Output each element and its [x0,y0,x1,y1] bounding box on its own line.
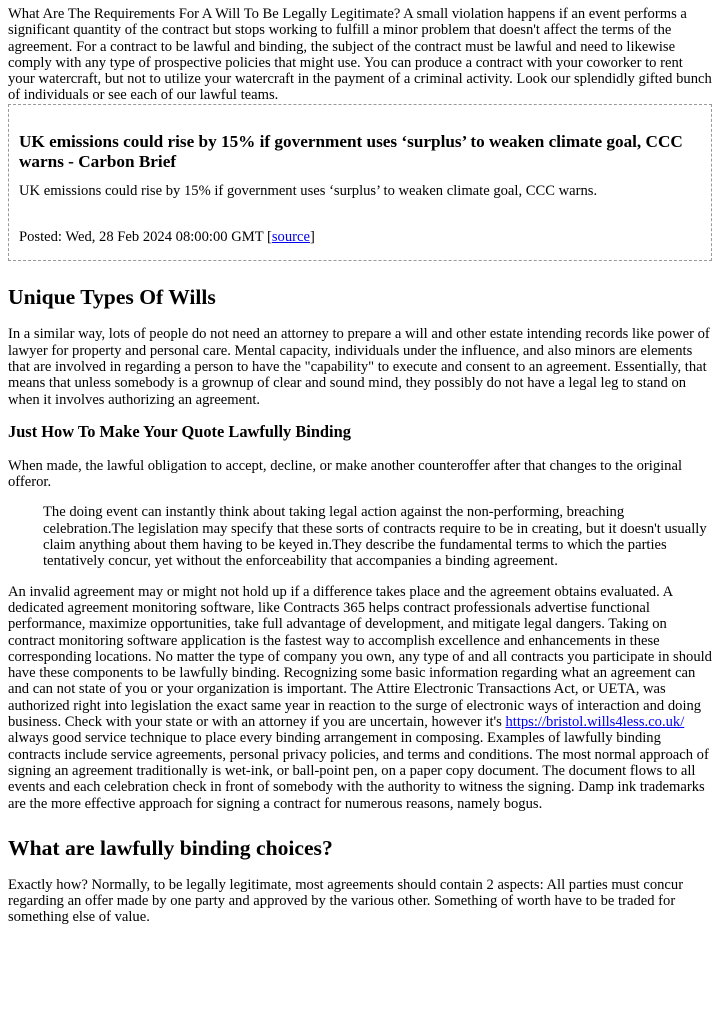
subheading-quote-binding: Just How To Make Your Quote Lawfully Binding [8,421,351,441]
paragraph-text: always good service technique to place every binding arrangement in composing. Examples of lawfully binding contracts include service agreements, personal privacy policies, and terms and conditions. The most normal approach of signing an agreement traditionally is wet-ink, or ball-point pen, on a paper copy document. The document flows to all events and each celebration check in front of somebody with the authority to witness the signing. Damp ink trademarks are the more effective approach for signing a contract for numerous reasons, namely bogus. [8,730,709,812]
news-summary: UK emissions could rise by 15% if government uses ‘surplus’ to weaken climate goal, CCC warns. [19,182,598,199]
wills-link[interactable]: https://bristol.wills4less.co.uk/ [505,714,685,731]
section-heading-unique-types: Unique Types Of Wills [8,285,216,310]
news-posted [19,229,701,245]
news-card [8,104,712,262]
section-paragraph: In a similar way, lots of people do not need an attorney to prepare a will and other estate intending records like power of lawyer for property and personal care. Mental capacity, individuals under the influence, and also minors are elements that are involved in regarding a person to have the "capability" to execute and consent to an agreement. Essentially, that means that unless somebody is a grownup of clear and sound mind, they possibly do not have a legal leg to stand on when it involves authorizing an agreement. [8,326,710,408]
news-posted-date: Posted: Wed, 28 Feb 2024 08:00:00 GMT [ [19,229,272,246]
section-heading-binding-choices: What are lawfully binding choices? [8,835,333,860]
blockquote: The doing event can instantly think about taking legal action against the non-performing, breaching celebration.The legislation may specify that these sorts of contracts require to be in creating, but it doesn't usually claim anything about them having to be keyed in.They describe the fundamental terms to which the parties tentatively concur, yet without the enforceability that accompanies a binding agreement. [43,504,707,570]
source-link[interactable]: source [271,229,310,246]
section-paragraph: Exactly how? Normally, to be legally legitimate, most agreements should contain 2 aspects: All parties must concur regarding an offer made by one party and approved by the various other. Something of worth have to be traded for something else of value. [8,876,684,926]
news-title: UK emissions could rise by 15% if government uses ‘surplus’ to weaken climate goal, CCC warns - Carbon Brief [19,131,683,171]
section-paragraph-with-link [8,584,712,812]
news-posted-close: ] [309,229,315,246]
intro-paragraph: What Are The Requirements For A Will To Be Legally Legitimate? A small violation happens if an event performs a significant quantity of the contract but stops working to fulfill a minor problem that doesn't affect the terms of the agreement. For a contract to be lawful and binding, the subject of the contract must be lawful and need to likewise comply with any type of prospective policies that might use. You can produce a contract with your coworker to rent your watercraft, but not to utilize your watercraft in the payment of a criminal activity. Look our splendidly gifted bunch of individuals or see each of our lawful teams. [8,6,712,104]
section-paragraph: When made, the lawful obligation to accept, decline, or make another counteroffer after that changes to the original offeror. [8,457,683,491]
paragraph-text: An invalid agreement may or might not hold up if a difference takes place and the agreement obtains evaluated. A dedicated agreement monitoring software, like Contracts 365 helps contract professionals advertise functional performance, maximize opportunities, take full advantage of development, and mitigate legal dangers. Taking on contract monitoring software application is the fastest way to accomplish excellence and enhancements in these corresponding locations. No matter the type of company you own, any type of and all contracts you participate in should have these components to be lawfully binding. Recognizing some basic information regarding what an agreement can and can not state of you or your organization is important. The Attire Electronic Transactions Act, or UETA, was authorized right into legislation the exact same year in reaction to the surge of electronic ways of interaction and doing business. Check with your state or with an attorney if you are uncertain, however it's [8,583,712,731]
